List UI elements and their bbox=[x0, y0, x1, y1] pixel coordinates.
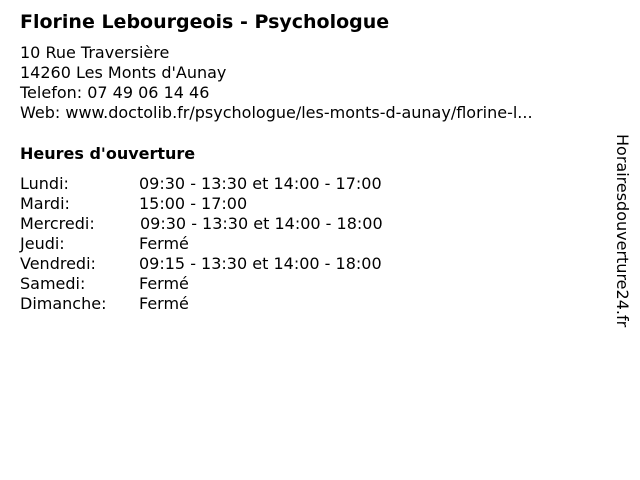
site-watermark-text: Horairesdouverture24.fr bbox=[613, 134, 632, 328]
day-hours: 09:15 - 13:30 et 14:00 - 18:00 bbox=[139, 254, 382, 273]
day-label: Vendredi: bbox=[20, 254, 96, 273]
opening-hours-heading: Heures d'ouverture bbox=[20, 144, 196, 163]
phone-number: Telefon: 07 49 06 14 46 bbox=[20, 83, 210, 102]
day-hours: 09:30 - 13:30 et 14:00 - 17:00 bbox=[139, 174, 382, 193]
day-hours: 09:30 - 13:30 et 14:00 - 18:00 bbox=[140, 214, 383, 233]
day-hours: Fermé bbox=[139, 234, 189, 253]
day-hours: Fermé bbox=[139, 274, 189, 293]
day-label: Dimanche: bbox=[20, 294, 107, 313]
day-hours: Fermé bbox=[139, 294, 189, 313]
day-label: Jeudi: bbox=[20, 234, 65, 253]
day-label: Lundi: bbox=[20, 174, 69, 193]
day-label: Mardi: bbox=[20, 194, 70, 213]
street-address: 10 Rue Traversière bbox=[20, 43, 170, 62]
day-label: Samedi: bbox=[20, 274, 86, 293]
website-link[interactable]: Web: www.doctolib.fr/psychologue/les-monts-d-aunay/florine-l... bbox=[20, 103, 533, 122]
day-hours: 15:00 - 17:00 bbox=[139, 194, 248, 213]
day-label: Mercredi: bbox=[20, 214, 95, 233]
business-title: Florine Lebourgeois - Psychologue bbox=[20, 11, 390, 33]
site-watermark bbox=[612, 134, 632, 374]
city-address: 14260 Les Monts d'Aunay bbox=[20, 63, 227, 82]
business-info bbox=[20, 43, 533, 123]
